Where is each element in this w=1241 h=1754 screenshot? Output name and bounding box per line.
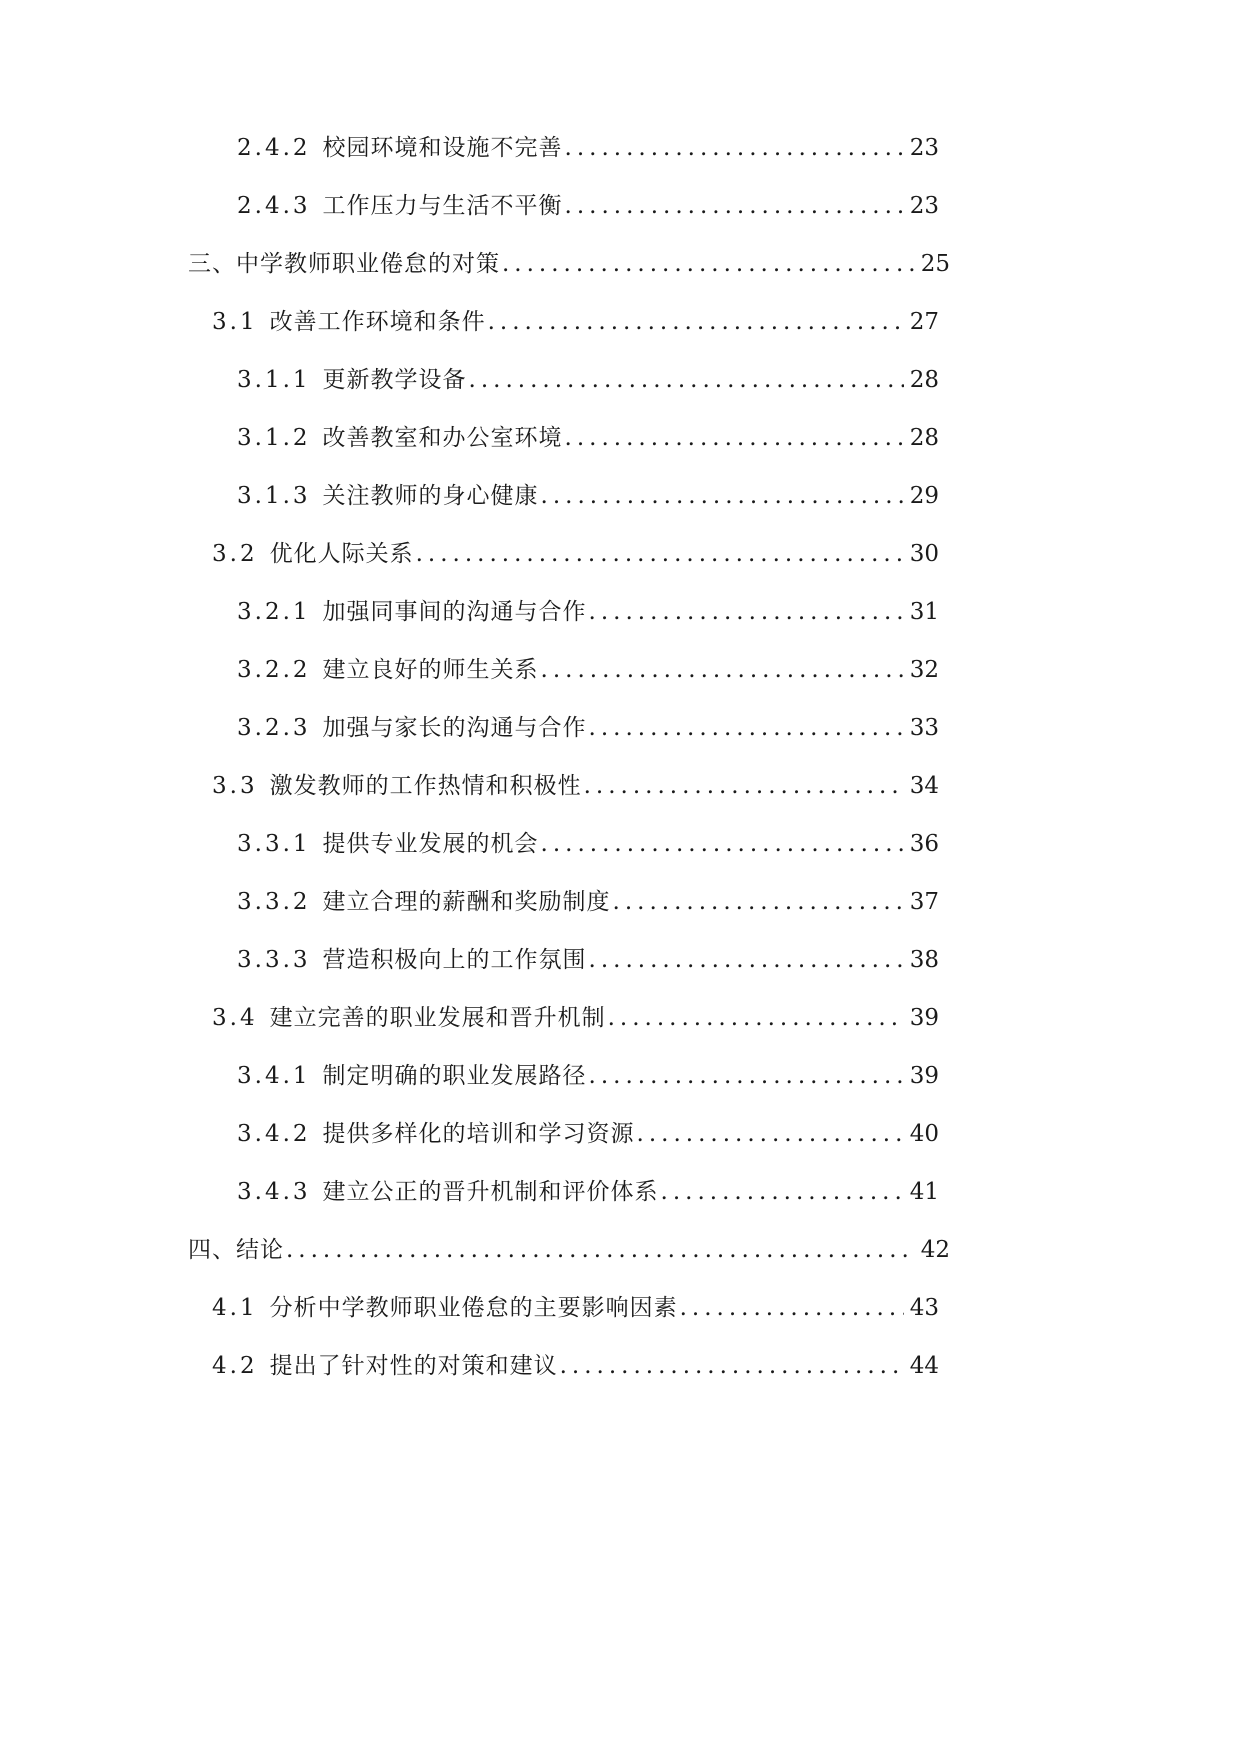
toc-entry-number: 3.2 xyxy=(212,541,258,567)
toc-entry[interactable] xyxy=(212,307,939,337)
toc-entry-title: 四、结论 xyxy=(188,1237,284,1263)
toc-entry-title: 提供专业发展的机会 xyxy=(322,831,539,857)
toc-entry-page: 39 xyxy=(909,1005,939,1031)
toc-entry-title: 加强与家长的沟通与合作 xyxy=(322,715,587,741)
toc-dot-leader xyxy=(502,249,915,279)
toc-dot-leader xyxy=(286,1235,915,1265)
toc-entry-number: 3.3.3 xyxy=(237,947,311,973)
toc-entry[interactable] xyxy=(237,1119,939,1149)
toc-entry-number: 3.4.3 xyxy=(237,1179,311,1205)
toc-entry-page: 38 xyxy=(909,947,939,973)
toc-entry-page: 31 xyxy=(909,599,939,625)
toc-entry-number: 3.1.1 xyxy=(237,367,311,393)
toc-entry-page: 34 xyxy=(909,773,939,799)
toc-dot-leader xyxy=(416,539,904,569)
toc-entry[interactable] xyxy=(237,945,939,975)
toc-entry[interactable] xyxy=(237,713,939,743)
toc-dot-leader xyxy=(589,713,904,743)
toc-entry-page: 23 xyxy=(909,135,939,161)
toc-dot-leader xyxy=(469,365,904,395)
toc-entry-title: 建立公正的晋升机制和评价体系 xyxy=(322,1179,659,1205)
toc-entry[interactable] xyxy=(212,539,939,569)
toc-entry-page: 40 xyxy=(909,1121,939,1147)
toc-entry-title: 改善教室和办公室环境 xyxy=(322,425,563,451)
toc-entry-page: 44 xyxy=(909,1353,939,1379)
toc-dot-leader xyxy=(589,945,904,975)
toc-dot-leader xyxy=(488,307,904,337)
toc-dot-leader xyxy=(541,655,904,685)
toc-entry-number: 3.4 xyxy=(212,1005,258,1031)
toc-entry-title: 工作压力与生活不平衡 xyxy=(322,193,563,219)
toc-entry[interactable] xyxy=(237,829,939,859)
toc-dot-leader xyxy=(661,1177,904,1207)
toc-entry-page: 29 xyxy=(909,483,939,509)
toc-entry-number: 2.4.3 xyxy=(237,193,311,219)
toc-entry-page: 42 xyxy=(920,1237,950,1263)
toc-dot-leader xyxy=(541,481,904,511)
toc-dot-leader xyxy=(541,829,904,859)
toc-entry-title: 校园环境和设施不完善 xyxy=(322,135,563,161)
toc-entry-page: 28 xyxy=(909,367,939,393)
toc-entry-page: 32 xyxy=(909,657,939,683)
toc-entry-page: 28 xyxy=(909,425,939,451)
toc-entry[interactable] xyxy=(237,481,939,511)
toc-entry[interactable] xyxy=(212,1351,939,1381)
toc-dot-leader xyxy=(565,191,904,221)
toc-entry-number: 3.3.2 xyxy=(237,889,311,915)
toc-entry-number: 3.4.2 xyxy=(237,1121,311,1147)
toc-entry-number: 4.1 xyxy=(212,1295,258,1321)
toc-entry-title: 建立良好的师生关系 xyxy=(322,657,539,683)
toc-entry-page: 43 xyxy=(909,1295,939,1321)
toc-entry-page: 27 xyxy=(909,309,939,335)
toc-entry[interactable] xyxy=(237,423,939,453)
toc-entry-number: 3.2.1 xyxy=(237,599,311,625)
toc-entry-number: 2.4.2 xyxy=(237,135,311,161)
toc-entry[interactable] xyxy=(212,1003,939,1033)
toc-entry-title: 提供多样化的培训和学习资源 xyxy=(322,1121,635,1147)
toc-entry-number: 3.4.1 xyxy=(237,1063,311,1089)
toc-dot-leader xyxy=(560,1351,904,1381)
toc-entry-title: 营造积极向上的工作氛围 xyxy=(322,947,587,973)
toc-entry[interactable] xyxy=(188,1235,950,1265)
toc-entry[interactable] xyxy=(237,597,939,627)
toc-entry-number: 3.3.1 xyxy=(237,831,311,857)
toc-entry-title: 改善工作环境和条件 xyxy=(269,309,486,335)
toc-entry-title: 优化人际关系 xyxy=(269,541,414,567)
toc-entry-title: 建立合理的薪酬和奖励制度 xyxy=(322,889,611,915)
toc-entry-title: 激发教师的工作热情和积极性 xyxy=(269,773,582,799)
toc-entry[interactable] xyxy=(237,191,939,221)
toc-entry-number: 3.3 xyxy=(212,773,258,799)
toc-entry-number: 3.1 xyxy=(212,309,258,335)
toc-entry-title: 加强同事间的沟通与合作 xyxy=(322,599,587,625)
toc-entry-title: 建立完善的职业发展和晋升机制 xyxy=(269,1005,606,1031)
toc-entry-number: 3.1.3 xyxy=(237,483,311,509)
toc-entry-title: 关注教师的身心健康 xyxy=(322,483,539,509)
toc-dot-leader xyxy=(589,1061,904,1091)
toc-entry-title: 三、中学教师职业倦怠的对策 xyxy=(188,251,500,277)
toc-entry-page: 36 xyxy=(909,831,939,857)
toc-entry-number: 3.1.2 xyxy=(237,425,311,451)
toc-dot-leader xyxy=(565,423,904,453)
toc-dot-leader xyxy=(680,1293,904,1323)
toc-entry[interactable] xyxy=(237,1177,939,1207)
toc-entry[interactable] xyxy=(237,887,939,917)
toc-dot-leader xyxy=(637,1119,904,1149)
toc-entry-page: 30 xyxy=(909,541,939,567)
toc-entry-page: 37 xyxy=(909,889,939,915)
toc-entry-title: 提出了针对性的对策和建议 xyxy=(269,1353,558,1379)
toc-entry[interactable] xyxy=(212,1293,939,1323)
toc-entry-number: 3.2.3 xyxy=(237,715,311,741)
toc-dot-leader xyxy=(584,771,904,801)
toc-entry[interactable] xyxy=(237,1061,939,1091)
toc-entry-title: 更新教学设备 xyxy=(322,367,467,393)
toc-entry-number: 4.2 xyxy=(212,1353,258,1379)
toc-dot-leader xyxy=(589,597,904,627)
toc-entry[interactable] xyxy=(237,365,939,395)
toc-dot-leader xyxy=(565,133,904,163)
toc-entry-page: 41 xyxy=(909,1179,939,1205)
toc-entry-page: 39 xyxy=(909,1063,939,1089)
toc-entry[interactable] xyxy=(212,771,939,801)
toc-dot-leader xyxy=(613,887,904,917)
toc-entry-page: 33 xyxy=(909,715,939,741)
toc-entry-page: 23 xyxy=(909,193,939,219)
toc-entry-number: 3.2.2 xyxy=(237,657,311,683)
toc-entry-title: 制定明确的职业发展路径 xyxy=(322,1063,587,1089)
toc-entry-title: 分析中学教师职业倦怠的主要影响因素 xyxy=(269,1295,678,1321)
toc-entry[interactable] xyxy=(237,133,939,163)
toc-entry-page: 25 xyxy=(920,251,950,277)
toc-dot-leader xyxy=(608,1003,904,1033)
toc-entry[interactable] xyxy=(237,655,939,685)
toc-entry[interactable] xyxy=(188,249,950,279)
